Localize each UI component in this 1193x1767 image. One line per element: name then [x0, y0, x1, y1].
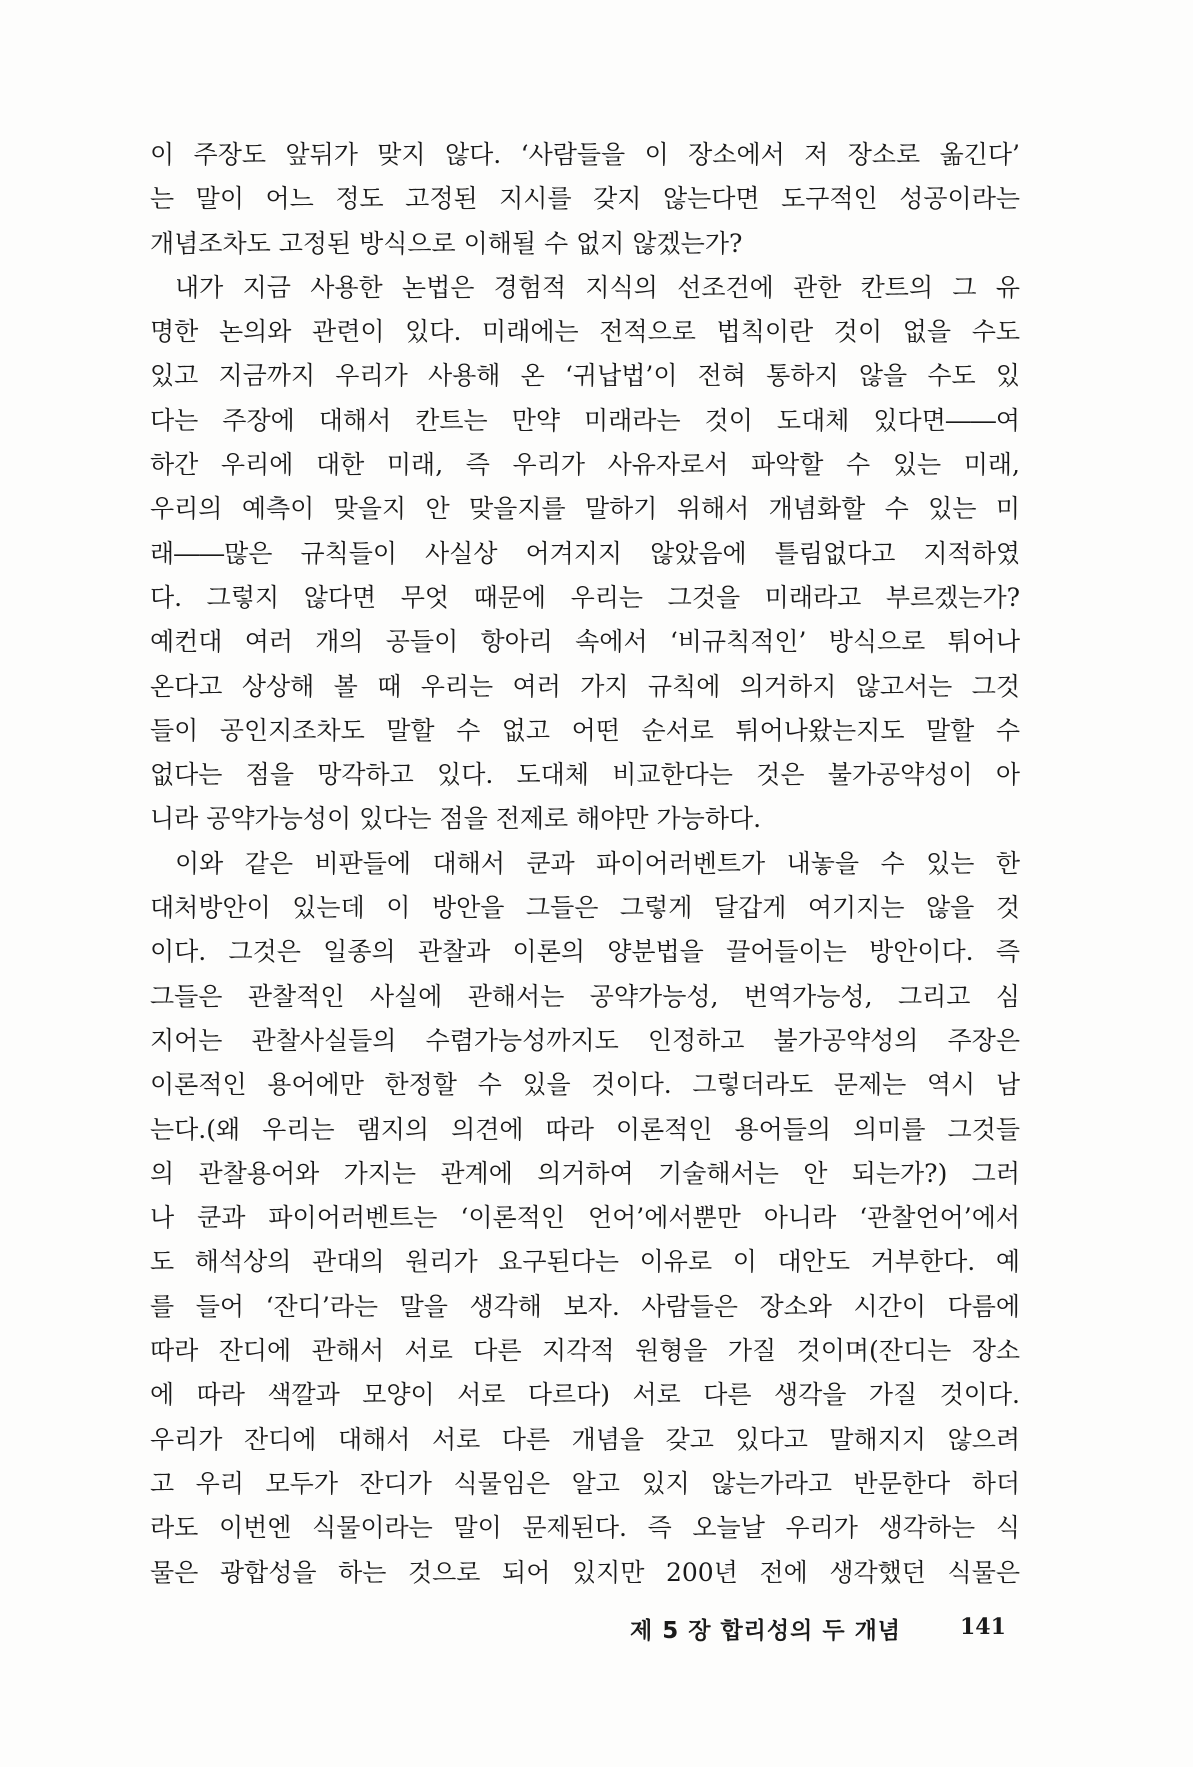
text-line: 래――많은 규칙들이 사실상 어겨지지 않았음에 틀림없다고 지적하였: [150, 538, 1020, 568]
text-line: 도 해석상의 관대의 원리가 요구된다는 이유로 이 대안도 거부한다. 예: [150, 1247, 1020, 1277]
text-line: 지어는 관찰사실들의 수렴가능성까지도 인정하고 불가공약성의 주장은: [150, 1025, 1020, 1055]
text-line: 다. 그렇지 않다면 무엇 때문에 우리는 그것을 미래라고 부르겠는가?: [150, 582, 1020, 612]
text-line: 는다.(왜 우리는 램지의 의견에 따라 이론적인 용어들의 의미를 그것들: [150, 1114, 1020, 1144]
body-text: [150, 133, 1020, 1595]
text-line: 예컨대 여러 개의 공들이 항아리 속에서 ‘비규칙적인’ 방식으로 튀어나: [150, 627, 1020, 657]
text-line: 다는 주장에 대해서 칸트는 만약 미래라는 것이 도대체 있다면――여: [150, 405, 1020, 435]
page-number: 141: [960, 1614, 1006, 1640]
text-line: 대처방안이 있는데 이 방안을 그들은 그렇게 달갑게 여기지는 않을 것: [150, 893, 1020, 923]
text-line: 이 주장도 앞뒤가 맞지 않다. ‘사람들을 이 장소에서 저 장소로 옮긴다’: [150, 140, 1020, 169]
text-line: 따라 잔디에 관해서 서로 다른 지각적 원형을 가질 것이며(잔디는 장소: [150, 1336, 1020, 1366]
text-line: 없다는 점을 망각하고 있다. 도대체 비교한다는 것은 불가공약성이 아: [150, 760, 1020, 790]
text-line: 나 쿤과 파이어러벤트는 ‘이론적인 언어’에서뿐만 아니라 ‘관찰언어’에서: [150, 1203, 1020, 1233]
text-line: 하간 우리에 대한 미래, 즉 우리가 사유자로서 파악할 수 있는 미래,: [150, 450, 1020, 480]
text-line: 우리의 예측이 맞을지 안 맞을지를 말하기 위해서 개념화할 수 있는 미: [150, 494, 1020, 524]
text-line: 내가 지금 사용한 논법은 경험적 지식의 선조건에 관한 칸트의 그 유: [175, 272, 1020, 302]
text-line: 라도 이번엔 식물이라는 말이 문제된다. 즉 오늘날 우리가 생각하는 식: [150, 1513, 1020, 1543]
text-line: 이론적인 용어에만 한정할 수 있을 것이다. 그렇더라도 문제는 역시 남: [150, 1070, 1020, 1100]
text-line: 에 따라 색깔과 모양이 서로 다르다) 서로 다른 생각을 가질 것이다.: [150, 1380, 1020, 1410]
text-line: 고 우리 모두가 잔디가 식물임은 알고 있지 않는가라고 반문한다 하더: [150, 1468, 1020, 1498]
text-line: 물은 광합성을 하는 것으로 되어 있지만 200년 전에 생각했던 식물은: [150, 1557, 1020, 1587]
text-line: 이다. 그것은 일종의 관찰과 이론의 양분법을 끌어들이는 방안이다. 즉: [150, 937, 1020, 967]
text-line: 를 들어 ‘잔디’라는 말을 생각해 보자. 사람들은 장소와 시간이 다름에: [150, 1291, 1020, 1321]
text-line: 의 관찰용어와 가지는 관계에 의거하여 기술해서는 안 되는가?) 그러: [150, 1158, 1020, 1188]
text-line: 온다고 상상해 볼 때 우리는 여러 가지 규칙에 의거하지 않고서는 그것: [150, 671, 1020, 701]
text-line: 니라 공약가능성이 있다는 점을 전제로 해야만 가능하다.: [150, 804, 762, 834]
text-line: 명한 논의와 관련이 있다. 미래에는 전적으로 법칙이란 것이 없을 수도: [150, 317, 1020, 347]
page-footer: [0, 1612, 1193, 1642]
running-footer-chapter: 제 5 장 합리성의 두 개념: [630, 1618, 902, 1644]
text-line: 개념조차도 고정된 방식으로 이해될 수 없지 않겠는가?: [150, 228, 743, 258]
text-line: 우리가 잔디에 대해서 서로 다른 개념을 갖고 있다고 말해지지 않으려: [150, 1424, 1020, 1454]
text-line: 는 말이 어느 정도 고정된 지시를 갖지 않는다면 도구적인 성공이라는: [150, 184, 1020, 214]
text-line: 이와 같은 비판들에 대해서 쿤과 파이어러벤트가 내놓을 수 있는 한: [175, 848, 1020, 878]
text-line: 있고 지금까지 우리가 사용해 온 ‘귀납법’이 전혀 통하지 않을 수도 있: [150, 361, 1020, 391]
text-line: 들이 공인지조차도 말할 수 없고 어떤 순서로 튀어나왔는지도 말할 수: [150, 715, 1020, 745]
text-line: 그들은 관찰적인 사실에 관해서는 공약가능성, 번역가능성, 그리고 심: [150, 981, 1020, 1011]
